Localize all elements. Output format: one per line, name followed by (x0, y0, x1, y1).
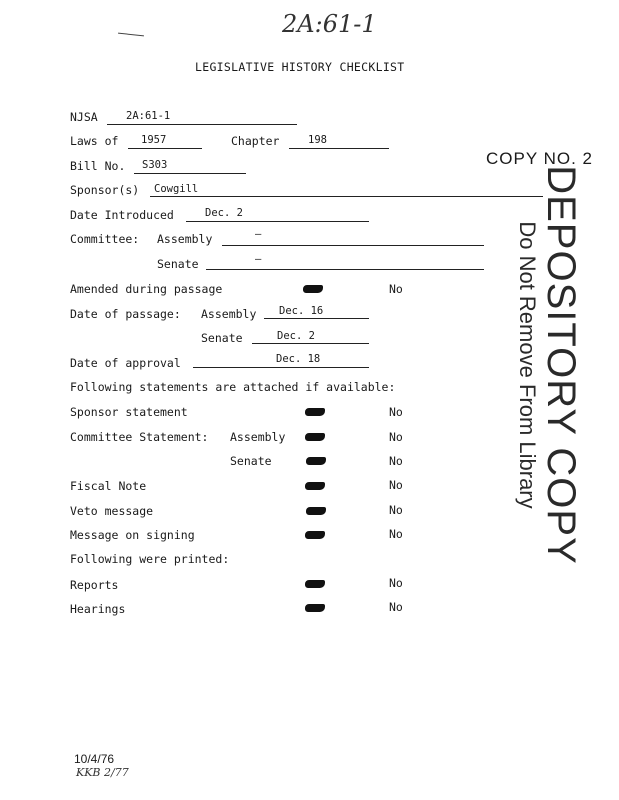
hearings-label: Hearings (70, 602, 126, 616)
statements-heading: Following statements are attached if available: (70, 380, 396, 394)
hearings-answer: No (389, 600, 403, 614)
sponsor-statement-answer: No (389, 405, 403, 419)
chapter-value: 198 (308, 134, 327, 146)
committee-senate-value: — (255, 253, 262, 265)
committee-assembly-line (222, 245, 484, 246)
passage-senate-value: Dec. 2 (277, 330, 315, 342)
committee-assembly-value: — (255, 228, 262, 240)
fiscal-note-answer: No (389, 478, 403, 492)
committee-statement-assembly-label: Assembly (230, 430, 286, 444)
laws-label: Laws of (70, 134, 119, 148)
approval-value: Dec. 18 (276, 353, 321, 365)
sponsor-value: Cowgill (154, 183, 199, 195)
bill-label: Bill No. (70, 159, 126, 173)
committee-assembly-redacted-mark (305, 433, 325, 441)
committee-label: Committee: (70, 232, 140, 246)
committee-statement-assembly-answer: No (389, 430, 403, 444)
reports-label: Reports (70, 578, 119, 592)
sponsor-label: Sponsor(s) (70, 183, 140, 197)
njsa-value: 2A:61-1 (126, 110, 171, 122)
date-introduced-line (186, 221, 369, 222)
depository-stamp (514, 165, 582, 565)
committee-senate-line (206, 269, 484, 270)
hearings-redacted-mark (305, 604, 325, 612)
veto-message-redacted-mark (306, 507, 326, 515)
committee-statement-senate-answer: No (389, 454, 403, 468)
sponsor-statement-redacted-mark (305, 408, 325, 416)
committee-statement-senate-label: Senate (230, 454, 272, 468)
footer-initials: KKB 2/77 (76, 766, 129, 779)
fiscal-note-redacted-mark (305, 482, 325, 490)
laws-value: 1957 (141, 134, 167, 146)
pen-mark (118, 33, 144, 37)
sponsor-line (150, 196, 543, 197)
fiscal-note-label: Fiscal Note (70, 479, 147, 493)
passage-assembly-label: Assembly (201, 307, 257, 321)
veto-message-label: Veto message (70, 504, 154, 518)
veto-message-answer: No (389, 503, 403, 517)
laws-line (128, 148, 202, 149)
committee-senate-redacted-mark (306, 457, 326, 465)
chapter-label: Chapter (231, 134, 280, 148)
committee-statement-label: Committee Statement: (70, 430, 209, 444)
reports-redacted-mark (305, 580, 325, 588)
passage-senate-line (252, 343, 369, 344)
stamp-line-1: DEPOSITORY COPY (539, 165, 583, 565)
bill-value: S303 (142, 159, 168, 171)
page-title: LEGISLATIVE HISTORY CHECKLIST (195, 60, 405, 74)
reports-answer: No (389, 576, 403, 590)
committee-senate-label: Senate (157, 257, 199, 271)
bill-line (134, 173, 246, 174)
passage-assembly-value: Dec. 16 (279, 305, 324, 317)
passage-assembly-line (264, 318, 369, 319)
message-on-signing-label: Message on signing (70, 528, 195, 542)
date-introduced-value: Dec. 2 (205, 207, 243, 219)
njsa-line (107, 124, 297, 125)
passage-senate-label: Senate (201, 331, 243, 345)
amended-label: Amended during passage (70, 282, 223, 296)
passage-label: Date of passage: (70, 307, 181, 321)
handwritten-reference: 2A:61-1 (282, 10, 377, 38)
amended-redacted-mark (303, 285, 323, 293)
approval-label: Date of approval (70, 356, 181, 370)
date-introduced-label: Date Introduced (70, 208, 174, 222)
message-on-signing-answer: No (389, 527, 403, 541)
message-on-signing-redacted-mark (305, 531, 325, 539)
sponsor-statement-label: Sponsor statement (70, 405, 188, 419)
chapter-line (289, 148, 389, 149)
committee-assembly-label: Assembly (157, 232, 213, 246)
stamp-line-2: Do Not Remove From Library (515, 221, 540, 509)
printed-heading: Following were printed: (70, 552, 230, 566)
approval-line (193, 367, 369, 368)
njsa-label: NJSA (70, 110, 98, 124)
amended-answer: No (389, 282, 403, 296)
copy-number: COPY NO. 2 (486, 149, 593, 168)
footer-date: 10/4/76 (74, 752, 115, 766)
